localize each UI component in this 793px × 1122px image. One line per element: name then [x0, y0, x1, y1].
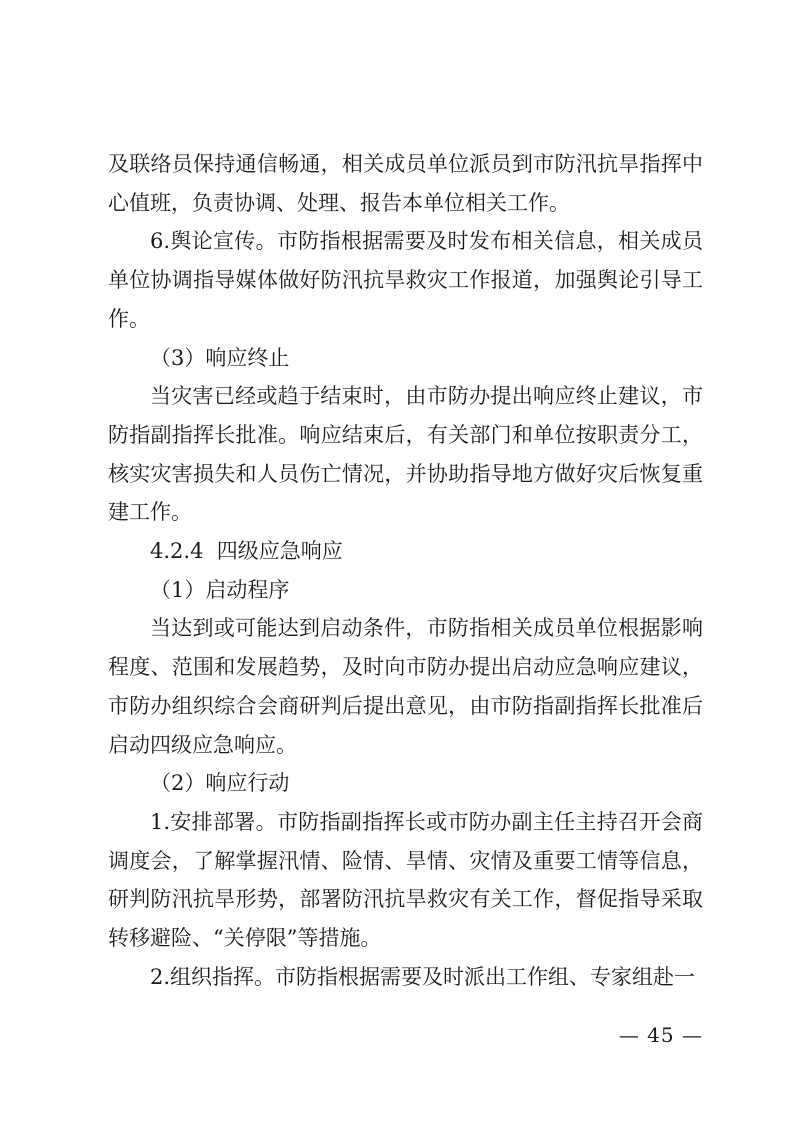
- paragraph-public-opinion: 6.舆论宣传。市防指根据需要及时发布相关信息，相关成员单位协调指导媒体做好防汛抗旱救灾工作报道，加强舆论引导工作。: [108, 229, 703, 331]
- page-number: — 45 —: [618, 1023, 703, 1047]
- heading-start-procedure: （1）启动程序: [150, 577, 290, 602]
- paragraph-continuation: 及联络员保持通信畅通，相关成员单位派员到市防汛抗旱指挥中心值班，负责协调、处理、报告本单位相关工作。: [108, 152, 703, 215]
- paragraph-arrangement: 1.安排部署。市防指副指挥长或市防办副主任主持召开会商调度会，了解掌握汛情、险情、旱情、灾情及重要工情等信息，研判防汛抗旱形势，部署防汛抗旱救灾有关工作，督促指导采取转移避险、“关停限”等措施。: [108, 809, 703, 951]
- paragraph-start-procedure-body: 当达到或可能达到启动条件，市防指相关成员单位根据影响程度、范围和发展趋势，及时向市防办提出启动应急响应建议，市防办组织综合会商研判后提出意见，由市防指副指挥长批准后启动四级应急响应。: [108, 616, 703, 757]
- section-heading-level4-response: 4.2.4 四级应急响应: [150, 539, 343, 564]
- document-body: [108, 145, 703, 996]
- paragraph-command: 2.组织指挥。市防指根据需要及时派出工作组、专家组赴一: [150, 964, 696, 989]
- heading-response-termination: （3）响应终止: [150, 345, 290, 370]
- paragraph-termination-body: 当灾害已经或趋于结束时，由市防办提出响应终止建议，市防指副指挥长批准。响应结束后，有关部门和单位按职责分工，核实灾害损失和人员伤亡情况，并协助指导地方做好灾后恢复重建工作。: [108, 384, 703, 525]
- heading-response-actions: （2）响应行动: [150, 771, 290, 796]
